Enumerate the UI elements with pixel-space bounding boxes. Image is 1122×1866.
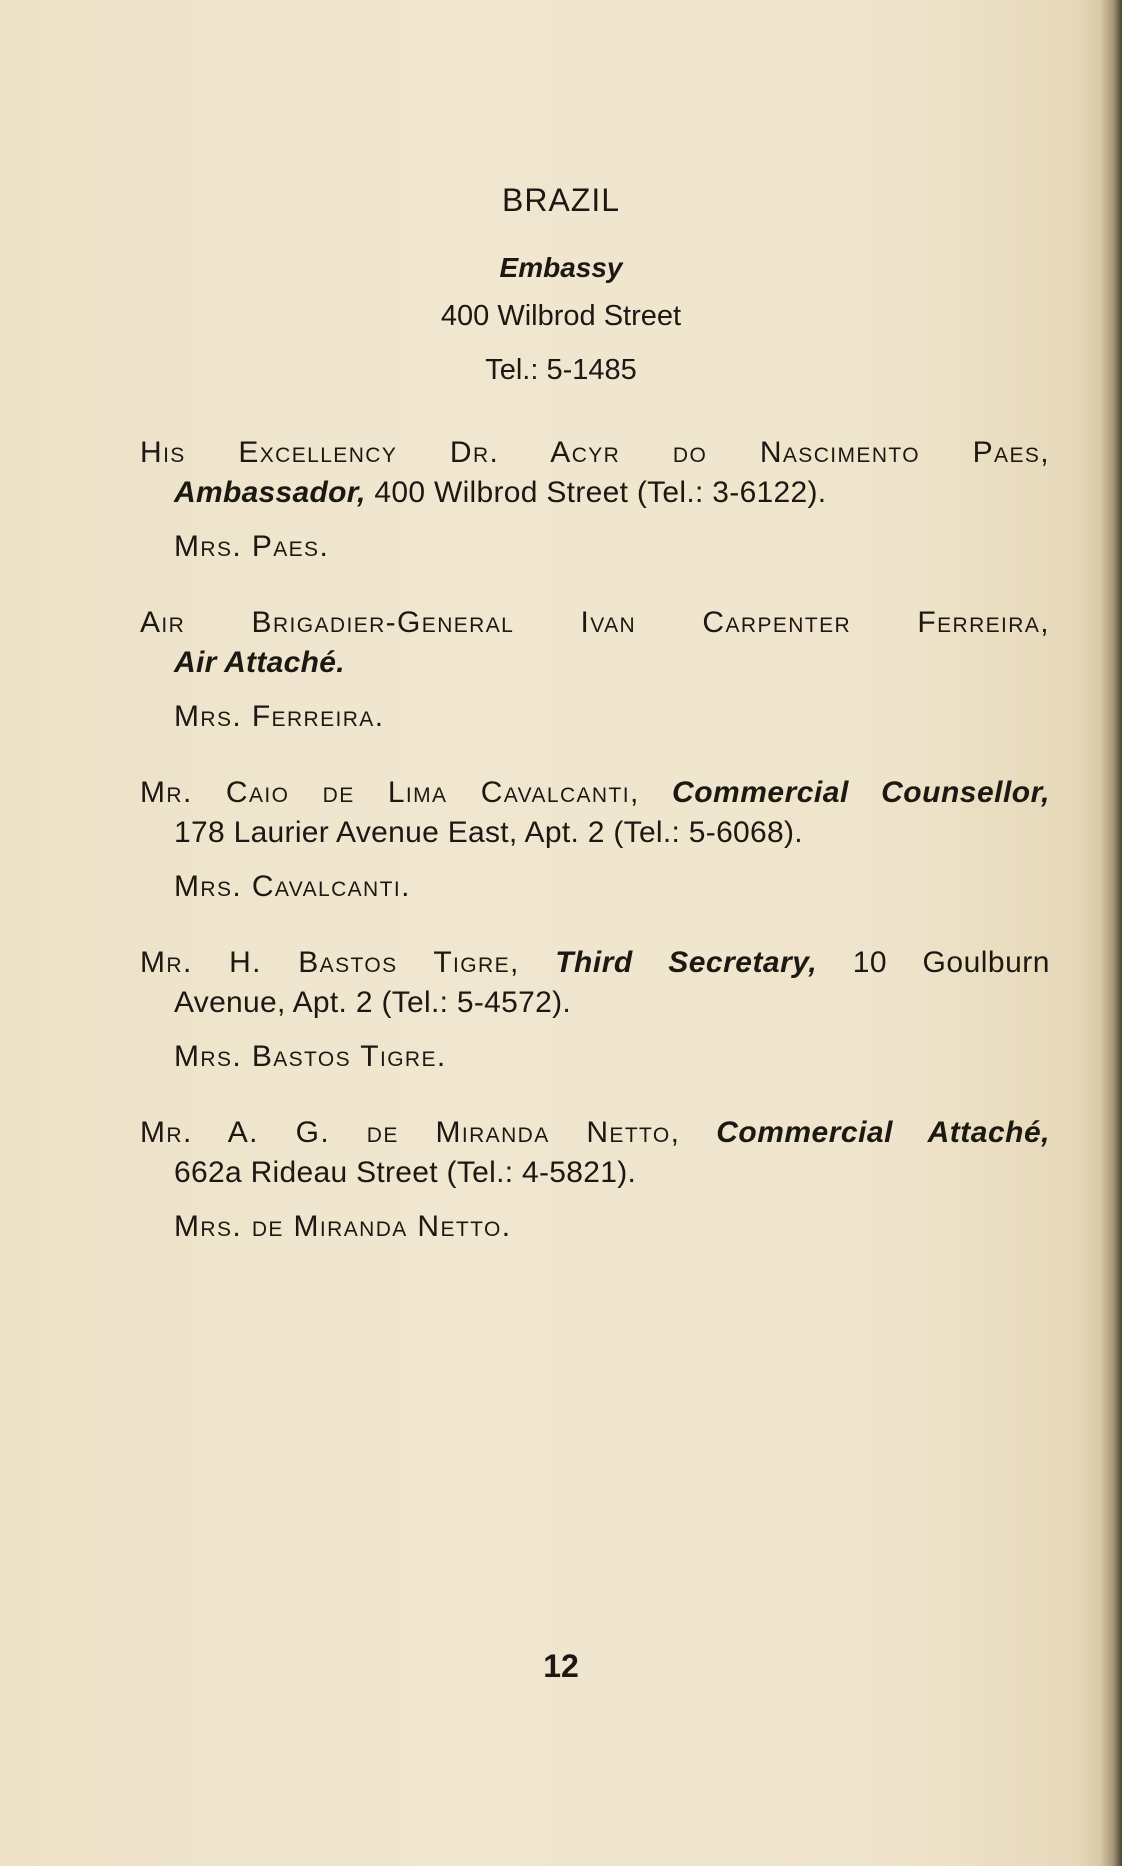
staff-entry (140, 603, 1050, 737)
mission-phone: Tel.: 5-1485 (485, 354, 637, 386)
entry-name-line (140, 943, 1050, 983)
staff-entry (140, 433, 1050, 567)
staff-title: Commercial Attaché, (716, 1116, 1051, 1149)
spouse-name: Mrs. Bastos Tigre. (174, 1040, 447, 1073)
mission-address: 400 Wilbrod Street (440, 300, 682, 332)
staff-details: 662a Rideau Street (Tel.: 4-5821). (174, 1156, 637, 1189)
country-heading: BRAZIL (501, 182, 621, 218)
staff-entry (140, 1113, 1050, 1247)
staff-details: Avenue, Apt. 2 (Tel.: 5-4572). (174, 986, 572, 1019)
staff-entry (140, 773, 1050, 907)
staff-details-inline: 10 Goulburn (852, 946, 1050, 979)
staff-name: Mr. A. G. de Miranda Netto, (140, 1116, 681, 1149)
entry-detail-line (140, 473, 1050, 513)
staff-name: Mr. Caio de Lima Cavalcanti, (140, 776, 640, 809)
staff-name: Mr. H. Bastos Tigre, (140, 946, 520, 979)
staff-details: 400 Wilbrod Street (Tel.: 3-6122). (374, 476, 827, 509)
staff-title: Commercial Counsellor, (672, 776, 1050, 809)
spouse-name: Mrs. de Miranda Netto. (174, 1210, 512, 1243)
entry-name-line (140, 1113, 1050, 1153)
spouse-name: Mrs. Cavalcanti. (174, 870, 411, 903)
entry-detail-line (140, 983, 1050, 1023)
entry-name-line (140, 603, 1050, 643)
staff-title: Air Attaché. (174, 646, 345, 679)
entry-detail-line (140, 1153, 1050, 1193)
entry-detail-line (140, 813, 1050, 853)
staff-title: Third Secretary, (555, 946, 818, 979)
staff-name: Air Brigadier-General Ivan Carpenter Ferreira, (140, 606, 1050, 639)
staff-details: 178 Laurier Avenue East, Apt. 2 (Tel.: 5-6068). (174, 816, 803, 849)
staff-name: His Excellency Dr. Acyr do Nascimento Paes, (140, 436, 1050, 469)
mission-type: Embassy (499, 252, 623, 283)
spouse-name: Mrs. Paes. (174, 530, 330, 563)
spouse-name: Mrs. Ferreira. (174, 700, 385, 733)
staff-entry (140, 943, 1050, 1077)
staff-list (140, 433, 1050, 1283)
page-number: 12 (543, 1648, 579, 1684)
entry-detail-line (140, 643, 1050, 683)
entry-name-line (140, 773, 1050, 813)
entry-name-line (140, 433, 1050, 473)
staff-title: Ambassador, (174, 476, 366, 509)
